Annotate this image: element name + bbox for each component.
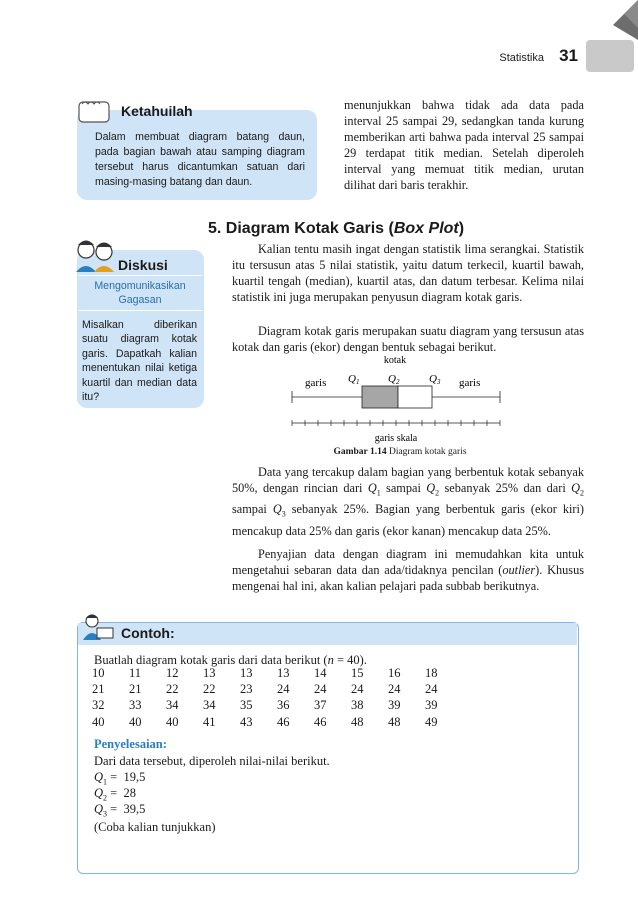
contoh-question: Buatlah diagram kotak garis dari data berikut (n = 40). bbox=[94, 653, 367, 667]
paragraph-diagram-definition: Diagram kotak garis merupakan suatu diagram yang tersusun atas kotak dan garis (ekor) dengan bentuk sebagai berikut. bbox=[232, 324, 584, 354]
table-cell: 11 bbox=[129, 665, 142, 680]
table-row bbox=[92, 681, 462, 697]
table-cell: 10 bbox=[92, 665, 105, 680]
diskusi-text: Misalkan diberikan suatu diagram kotak garis. Dapatkah kalian menentukan nilai ketiga kuartil dan median data itu? bbox=[82, 319, 197, 404]
table-cell: 41 bbox=[203, 714, 216, 729]
table-row bbox=[92, 665, 462, 681]
table-cell: 39 bbox=[425, 698, 438, 713]
table-cell: 13 bbox=[240, 665, 253, 680]
table-cell: 43 bbox=[240, 714, 253, 729]
table-cell: 34 bbox=[166, 698, 179, 713]
divider bbox=[79, 275, 202, 276]
table-cell: 22 bbox=[166, 681, 179, 696]
student-reading-icon bbox=[79, 612, 119, 644]
label-garis-left: garis bbox=[305, 377, 327, 389]
table-cell: 36 bbox=[277, 698, 290, 713]
table-cell: 49 bbox=[425, 714, 438, 729]
ketahuilah-text: Dalam membuat diagram batang daun, pada bagian bawah atau samping diagram tersebut harus dicantumkan satuan dari masing-masing batang dan daun. bbox=[95, 131, 305, 188]
table-cell: 21 bbox=[92, 681, 105, 696]
result-q2: $Q_2 = 28$ bbox=[94, 786, 136, 803]
table-cell: 34 bbox=[203, 698, 216, 713]
paragraph-lima-serangkai: Kalian tentu masih ingat dengan statistik lima serangkai. Statistik itu tersusun atas 5 nilai statistik, yaitu datum terkecil, kuartil bawah, kuartil tengah (median), kuartil atas, dan datum terbesar. Kelima nilai statistik ini juga merupakan penyusun diagram kotak garis. bbox=[232, 242, 584, 304]
table-row bbox=[92, 698, 462, 714]
table-cell: 32 bbox=[92, 698, 105, 713]
solution-label: Penyelesaian: bbox=[94, 737, 167, 751]
table-cell: 18 bbox=[425, 665, 438, 680]
table-cell: 46 bbox=[314, 714, 327, 729]
label-q3: Q3 bbox=[429, 373, 441, 386]
table-cell: 24 bbox=[314, 681, 327, 696]
label-garis-right: garis bbox=[459, 377, 481, 389]
label-q1: Q1 bbox=[348, 373, 360, 386]
table-cell: 22 bbox=[203, 681, 216, 696]
table-cell: 13 bbox=[203, 665, 216, 680]
diskusi-title: Diskusi bbox=[118, 257, 168, 273]
table-cell: 24 bbox=[388, 681, 401, 696]
table-cell: 24 bbox=[277, 681, 290, 696]
discussion-people-icon bbox=[72, 236, 120, 276]
label-q2: Q2 bbox=[388, 373, 400, 386]
table-row bbox=[92, 714, 462, 730]
solution-note: (Coba kalian tunjukkan) bbox=[94, 820, 216, 834]
page-number: 31 bbox=[559, 46, 578, 65]
table-cell: 35 bbox=[240, 698, 253, 713]
table-cell: 39 bbox=[388, 698, 401, 713]
diskusi-subtitle: Mengomunikasikan Gagasan bbox=[94, 280, 186, 306]
section-heading: 5. Diagram Kotak Garis (Box Plot) bbox=[208, 220, 465, 237]
table-cell: 40 bbox=[92, 714, 105, 729]
ketahuilah-title: Ketahuilah bbox=[121, 103, 193, 119]
table-cell: 13 bbox=[277, 665, 290, 680]
result-q1: $Q_1 = 19,5$ bbox=[94, 770, 146, 787]
table-cell: 12 bbox=[166, 665, 179, 680]
lower-box bbox=[362, 386, 398, 408]
table-cell: 38 bbox=[351, 698, 364, 713]
result-q3: $Q_3 = 39,5$ bbox=[94, 802, 146, 819]
table-cell: 16 bbox=[388, 665, 401, 680]
divider bbox=[79, 310, 202, 311]
data-table bbox=[92, 665, 462, 730]
table-cell: 46 bbox=[277, 714, 290, 729]
label-kotak: kotak bbox=[383, 355, 407, 366]
table-cell: 48 bbox=[351, 714, 364, 729]
table-cell: 37 bbox=[314, 698, 327, 713]
figure-caption: Gambar 1.14 Diagram kotak garis bbox=[333, 447, 467, 457]
box-plot-figure bbox=[285, 352, 515, 446]
note-icon bbox=[76, 98, 118, 124]
intro-paragraph: menunjukkan bahwa tidak ada data pada interval 25 sampai 29, sedangkan tanda kurung memberikan arti bahwa pada interval 25 sampai 29 terdapat titik median. Setelah diperoleh interval yang memuat titik median, urutan dilihat dari baris terakhir. bbox=[344, 98, 584, 192]
table-cell: 24 bbox=[351, 681, 364, 696]
table-cell: 48 bbox=[388, 714, 401, 729]
table-cell: 14 bbox=[314, 665, 327, 680]
paragraph-outlier: Penyajian data dengan diagram ini memudahkan kita untuk mengetahui sebaran data dan ada/tidaknya pencilan (outlier). Khusus mengenai hal ini, akan kalian pelajari pada subbab berikutnya. bbox=[232, 547, 585, 593]
upper-box bbox=[398, 386, 432, 408]
table-cell: 21 bbox=[129, 681, 142, 696]
table-cell: 15 bbox=[351, 665, 364, 680]
table-cell: 33 bbox=[129, 698, 142, 713]
table-cell: 23 bbox=[240, 681, 253, 696]
corner-decoration bbox=[528, 0, 638, 80]
table-cell: 24 bbox=[425, 681, 438, 696]
table-cell: 40 bbox=[166, 714, 179, 729]
scale-label: garis skala bbox=[374, 433, 418, 444]
contoh-title: Contoh: bbox=[121, 625, 175, 641]
solution-intro: Dari data tersebut, diperoleh nilai-nilai berikut. bbox=[94, 754, 330, 768]
table-cell: 40 bbox=[129, 714, 142, 729]
paragraph-box-coverage: Data yang tercakup dalam bagian yang berbentuk kotak sebanyak 50%, dengan rincian dari $Q_1$ sampai $Q_2$ sebanyak 25% dan dari $Q_2$ sampai $Q_3$ sebanyak 25%. Bagian yang berbentuk garis (ekor kiri) mencakup data 25% dan garis (ekor kanan) mencakup data 25%. bbox=[232, 465, 585, 538]
running-header: Statistika bbox=[499, 52, 544, 64]
